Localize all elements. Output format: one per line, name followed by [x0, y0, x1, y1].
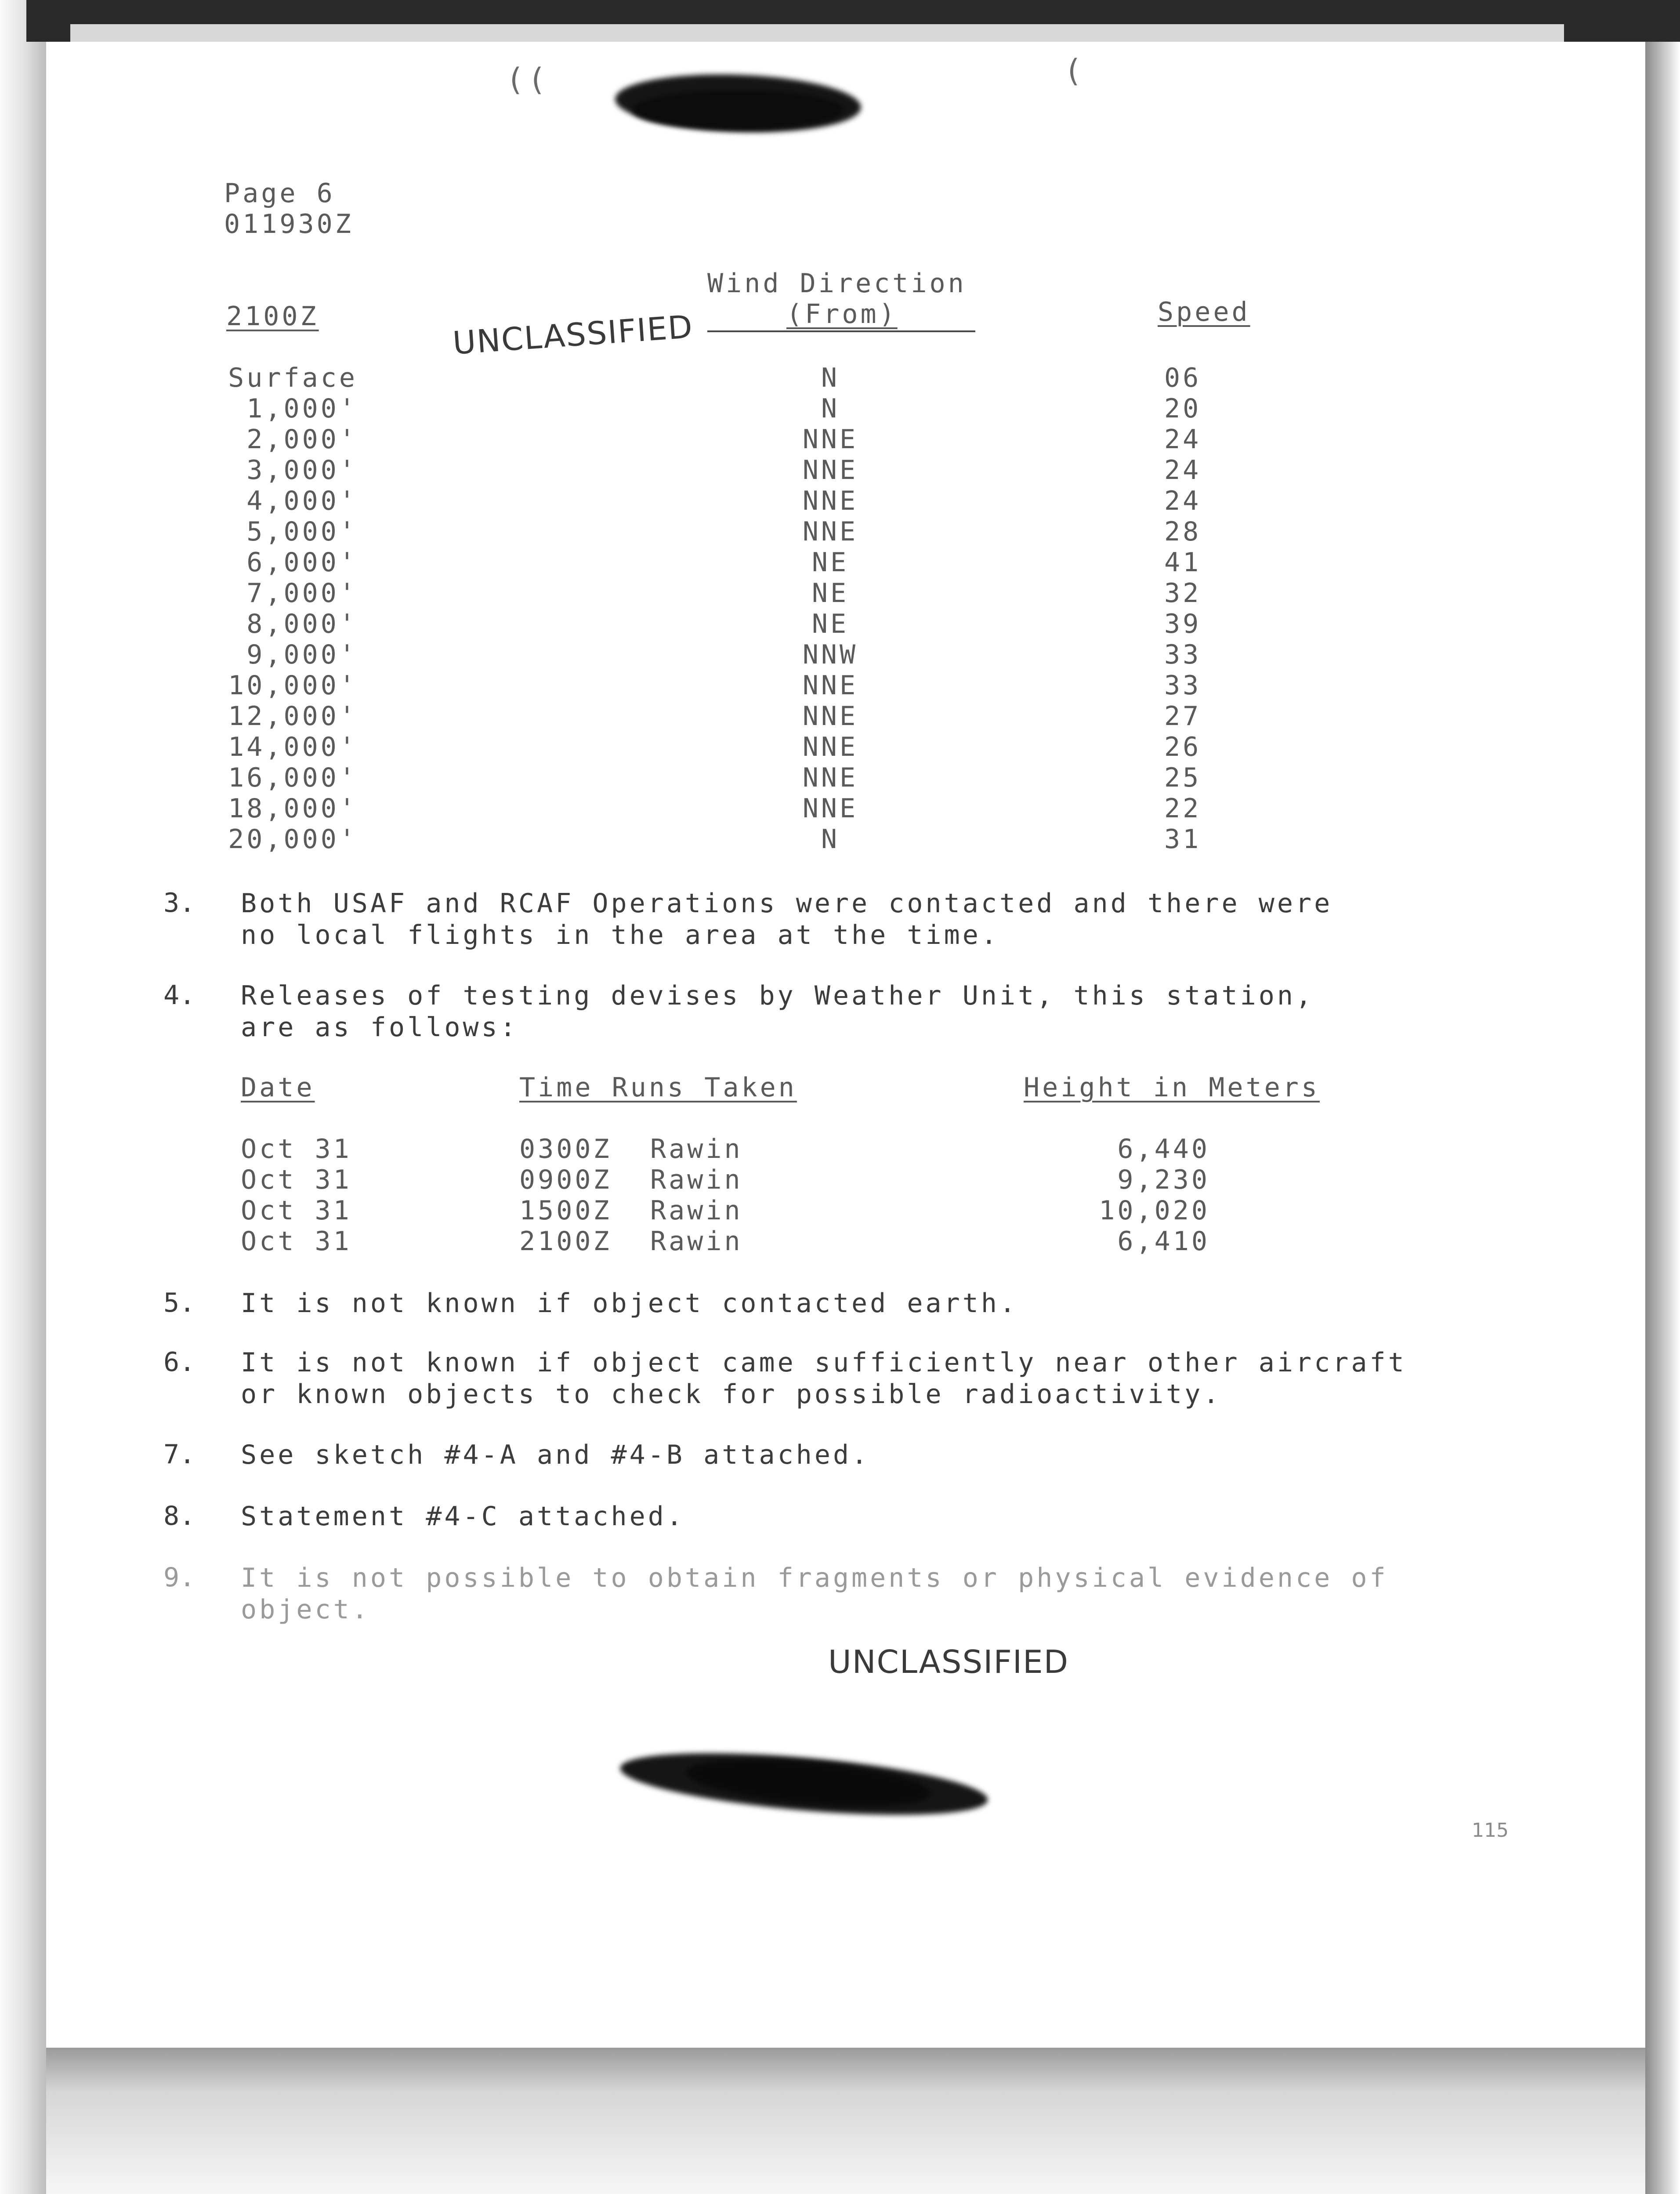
paragraph-number: 5. — [163, 1287, 196, 1318]
paragraph-4-text: Releases of testing devises by Weather Unit, this station, are as follows: — [241, 980, 1314, 1043]
releases-row — [0, 1226, 1680, 1257]
wind-row — [0, 363, 1680, 393]
releases-row — [0, 1195, 1680, 1226]
wind-direction: N — [821, 393, 840, 424]
release-time: 0900Z — [519, 1164, 612, 1195]
wind-row — [0, 578, 1680, 609]
wind-altitude: 7,000' — [246, 578, 358, 609]
wind-speed: 28 — [1164, 516, 1202, 547]
wind-speed: 24 — [1164, 455, 1202, 486]
wind-header-underline — [707, 330, 975, 332]
releases-row — [0, 1134, 1680, 1164]
wind-altitude: 20,000' — [228, 824, 358, 855]
wind-speed: 32 — [1164, 578, 1202, 609]
release-height: 6,410 — [1117, 1226, 1210, 1257]
release-time: 2100Z — [519, 1226, 612, 1257]
release-run: Rawin — [650, 1226, 743, 1257]
wind-time-label: 2100Z — [226, 301, 319, 332]
document-page — [46, 42, 1645, 2048]
wind-direction: NE — [811, 547, 849, 578]
wind-altitude: 4,000' — [246, 486, 358, 516]
wind-speed: 24 — [1164, 486, 1202, 516]
wind-altitude: 5,000' — [246, 516, 358, 547]
margin-page-number: 115 — [1472, 1819, 1509, 1842]
wind-direction: NNE — [802, 516, 858, 547]
wind-altitude: 6,000' — [246, 547, 358, 578]
paragraph-number: 8. — [163, 1501, 196, 1531]
wind-speed: 27 — [1164, 701, 1202, 732]
wind-speed: 22 — [1164, 793, 1202, 824]
wind-altitude: 14,000' — [228, 732, 358, 762]
wind-direction: NNE — [802, 670, 858, 701]
page-label: Page 6 — [224, 178, 335, 209]
wind-speed: 25 — [1164, 762, 1202, 793]
unclassified-stamp-bottom: UNCLASSIFIED — [828, 1643, 1069, 1680]
paragraph-number: 9. — [163, 1562, 196, 1593]
releases-height-header: Height in Meters — [1024, 1072, 1320, 1103]
releases-time-header: Time Runs Taken — [519, 1072, 797, 1103]
wind-speed-header: Speed — [1158, 297, 1250, 327]
wind-row — [0, 824, 1680, 855]
release-height: 10,020 — [1099, 1195, 1210, 1226]
wind-row — [0, 455, 1680, 486]
release-date: Oct 31 — [241, 1226, 352, 1257]
wind-altitude: 16,000' — [228, 762, 358, 793]
wind-direction: NNE — [802, 486, 858, 516]
wind-direction: NNW — [802, 639, 858, 670]
release-run: Rawin — [650, 1195, 743, 1226]
wind-direction: NNE — [802, 762, 858, 793]
wind-altitude: 8,000' — [246, 609, 358, 639]
wind-speed: 20 — [1164, 393, 1202, 424]
release-date: Oct 31 — [241, 1164, 352, 1195]
paragraph-9-text: It is not possible to obtain fragments or physical evidence of object. — [241, 1563, 1388, 1625]
wind-direction: NE — [811, 609, 849, 639]
wind-direction-header: Wind Direction — [707, 268, 967, 299]
wind-speed: 39 — [1164, 609, 1202, 639]
wind-row — [0, 762, 1680, 793]
wind-altitude: 1,000' — [246, 393, 358, 424]
paren-mark-right: ( — [1068, 53, 1080, 89]
wind-direction-subheader: (From) — [786, 299, 898, 330]
wind-speed: 24 — [1164, 424, 1202, 455]
paragraph-8-text: Statement #4-C attached. — [241, 1501, 685, 1532]
wind-direction: NE — [811, 578, 849, 609]
paragraph-number: 7. — [163, 1439, 196, 1470]
wind-speed: 41 — [1164, 547, 1202, 578]
wind-speed: 33 — [1164, 639, 1202, 670]
wind-altitude: 2,000' — [246, 424, 358, 455]
wind-row — [0, 701, 1680, 732]
release-run: Rawin — [650, 1164, 743, 1195]
wind-row — [0, 547, 1680, 578]
wind-row — [0, 424, 1680, 455]
paragraph-7-text: See sketch #4-A and #4-B attached. — [241, 1440, 870, 1470]
release-date: Oct 31 — [241, 1195, 352, 1226]
wind-speed: 31 — [1164, 824, 1202, 855]
wind-speed: 26 — [1164, 732, 1202, 762]
wind-altitude: 9,000' — [246, 639, 358, 670]
paragraph-number: 6. — [163, 1347, 196, 1378]
unclassified-stamp-top: UNCLASSIFIED — [451, 308, 695, 362]
wind-row — [0, 609, 1680, 639]
wind-direction: NNE — [802, 701, 858, 732]
scan-border-top-inner — [70, 24, 1564, 42]
wind-altitude: 12,000' — [228, 701, 358, 732]
paragraph-5-text: It is not known if object contacted earth. — [241, 1288, 1018, 1319]
wind-altitude: 3,000' — [246, 455, 358, 486]
wind-direction: N — [821, 824, 840, 855]
paragraph-6-text: It is not known if object came sufficiently near other aircraft or known objects to check for possible radioactivity. — [241, 1347, 1407, 1410]
release-time: 0300Z — [519, 1134, 612, 1164]
paragraph-number: 3. — [163, 888, 196, 918]
release-height: 9,230 — [1117, 1164, 1210, 1195]
wind-direction: NNE — [802, 424, 858, 455]
release-date: Oct 31 — [241, 1134, 352, 1164]
release-time: 1500Z — [519, 1195, 612, 1226]
paragraph-number: 4. — [163, 980, 196, 1011]
wind-direction: NNE — [802, 793, 858, 824]
wind-direction: NNE — [802, 732, 858, 762]
release-height: 6,440 — [1117, 1134, 1210, 1164]
wind-row — [0, 486, 1680, 516]
wind-row — [0, 516, 1680, 547]
wind-row — [0, 793, 1680, 824]
wind-altitude: 10,000' — [228, 670, 358, 701]
release-run: Rawin — [650, 1134, 743, 1164]
wind-row — [0, 393, 1680, 424]
wind-row — [0, 639, 1680, 670]
wind-direction: NNE — [802, 455, 858, 486]
paragraph-3-text: Both USAF and RCAF Operations were contacted and there were no local flights in the area at the time. — [241, 888, 1333, 950]
wind-altitude: Surface — [228, 363, 358, 393]
wind-row — [0, 670, 1680, 701]
message-reference: 011930Z — [224, 209, 354, 239]
wind-altitude: 18,000' — [228, 793, 358, 824]
releases-date-header: Date — [241, 1072, 315, 1103]
wind-row — [0, 732, 1680, 762]
scan-border-bottom — [46, 2048, 1645, 2194]
wind-direction: N — [821, 363, 840, 393]
wind-speed: 33 — [1164, 670, 1202, 701]
scan-border-left — [0, 0, 46, 2194]
paren-mark-left: ( ( — [510, 62, 543, 98]
releases-row — [0, 1164, 1680, 1195]
wind-speed: 06 — [1164, 363, 1202, 393]
